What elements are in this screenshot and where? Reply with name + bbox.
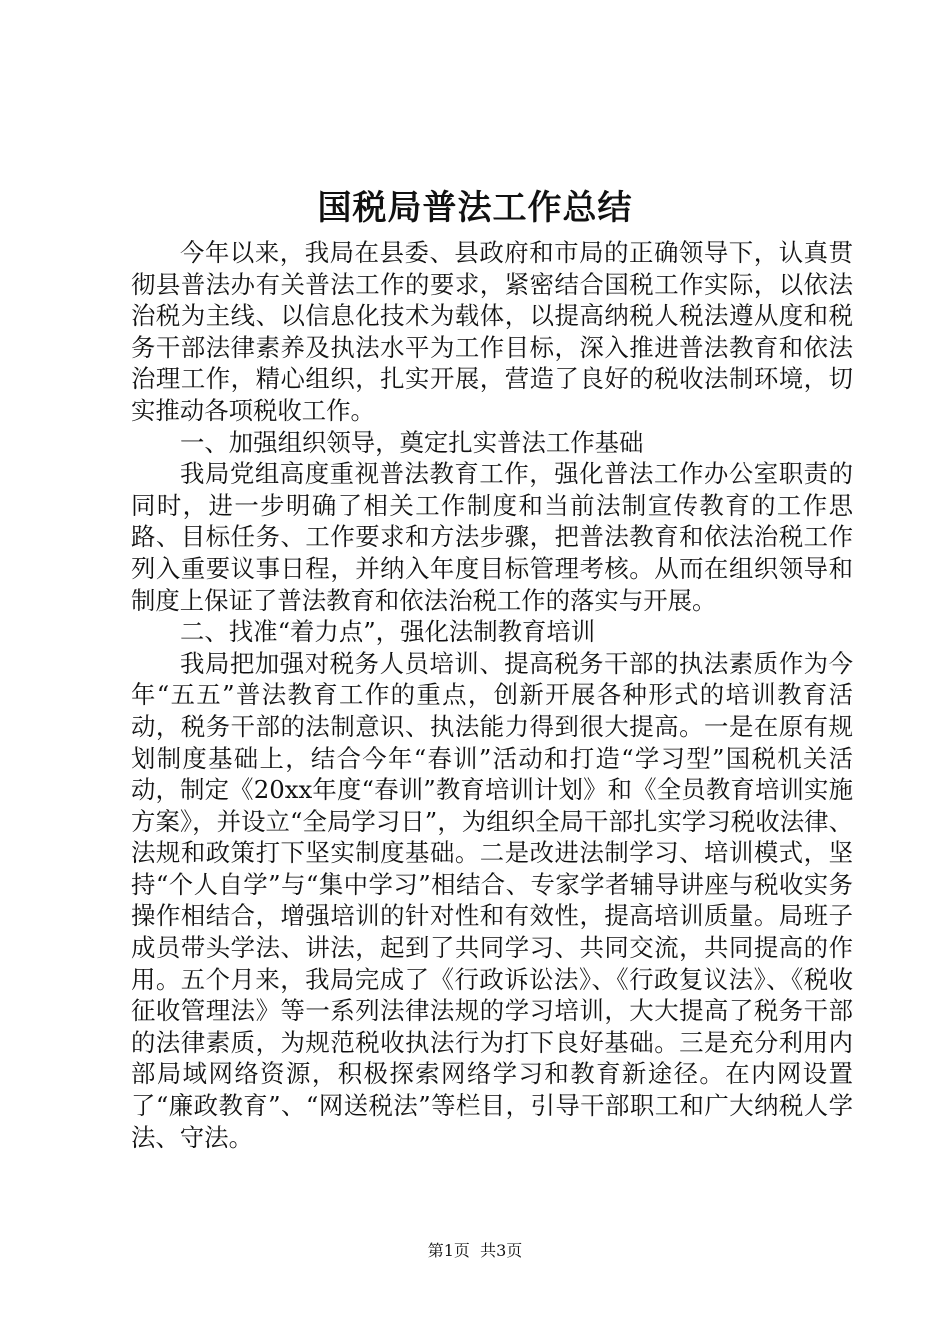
section-heading-2: 二、找准“着力点”，强化法制教育培训 [180,617,596,647]
intro-paragraph: 今年以来，我局在县委、县政府和市局的正确领导下，认真贯彻县普法办有关普法工作的要求，紧密结合国税工作实际，以依法治税为主线、以信息化技术为载体，以提高纳税人税法遵从度和税务干部法律素养及执法水平为工作目标，深入推进普法教育和依法治理工作，精心组织，扎实开展，营造了良好的税收法制环境，切实推动各项税收工作。 [131,238,853,425]
section-2-paragraph: 我局把加强对税务人员培训、提高税务干部的执法素质作为今年“五五”普法教育工作的重点，创新开展各种形式的培训教育活动，税务干部的法制意识、执法能力得到很大提高。一是在原有规划制度基础上，结合今年“春训”活动和打造“学习型”国税机关活动，制定《20xx年度“春训”教育培训计划》和《全员教育培训实施方案》，并设立“全局学习日”，为组织全局干部扎实学习税收法律、法规和政策打下坚实制度基础。二是改进法制学习、培训模式，坚持“个人自学”与“集中学习”相结合、专家学者辅导讲座与税收实务操作相结合，增强培训的针对性和有效性，提高培训质量。局班子成员带头学法、讲法，起到了共同学习、共同交流，共同提高的作用。五个月来，我局完成了《行政诉讼法》、《行政复议法》、《税收征收管理法》等一系列法律法规的学习培训，大大提高了税务干部的法律素质，为规范税收执法行为打下良好基础。三是充分利用内部局域网络资源，积极探索网络学习和教育新途径。在内网设置了“廉政教育”、“网送税法”等栏目，引导干部职工和广大纳税人学法、守法。 [131,648,853,1152]
section-1-paragraph: 我局党组高度重视普法教育工作，强化普法工作办公室职责的同时，进一步明确了相关工作制度和当前法制宣传教育的工作思路、目标任务、工作要求和方法步骤，把普法教育和依法治税工作列入重要议事日程，并纳入年度目标管理考核。从而在组织领导和制度上保证了普法教育和依法治税工作的落实与开展。 [131,459,853,615]
section-heading-1: 一、加强组织领导，奠定扎实普法工作基础 [180,427,644,457]
document-title: 国税局普法工作总结 [317,188,633,228]
document-body [131,237,853,1153]
page-number-label: 第1页 共3页 [427,1241,523,1260]
page-footer [0,1240,950,1262]
